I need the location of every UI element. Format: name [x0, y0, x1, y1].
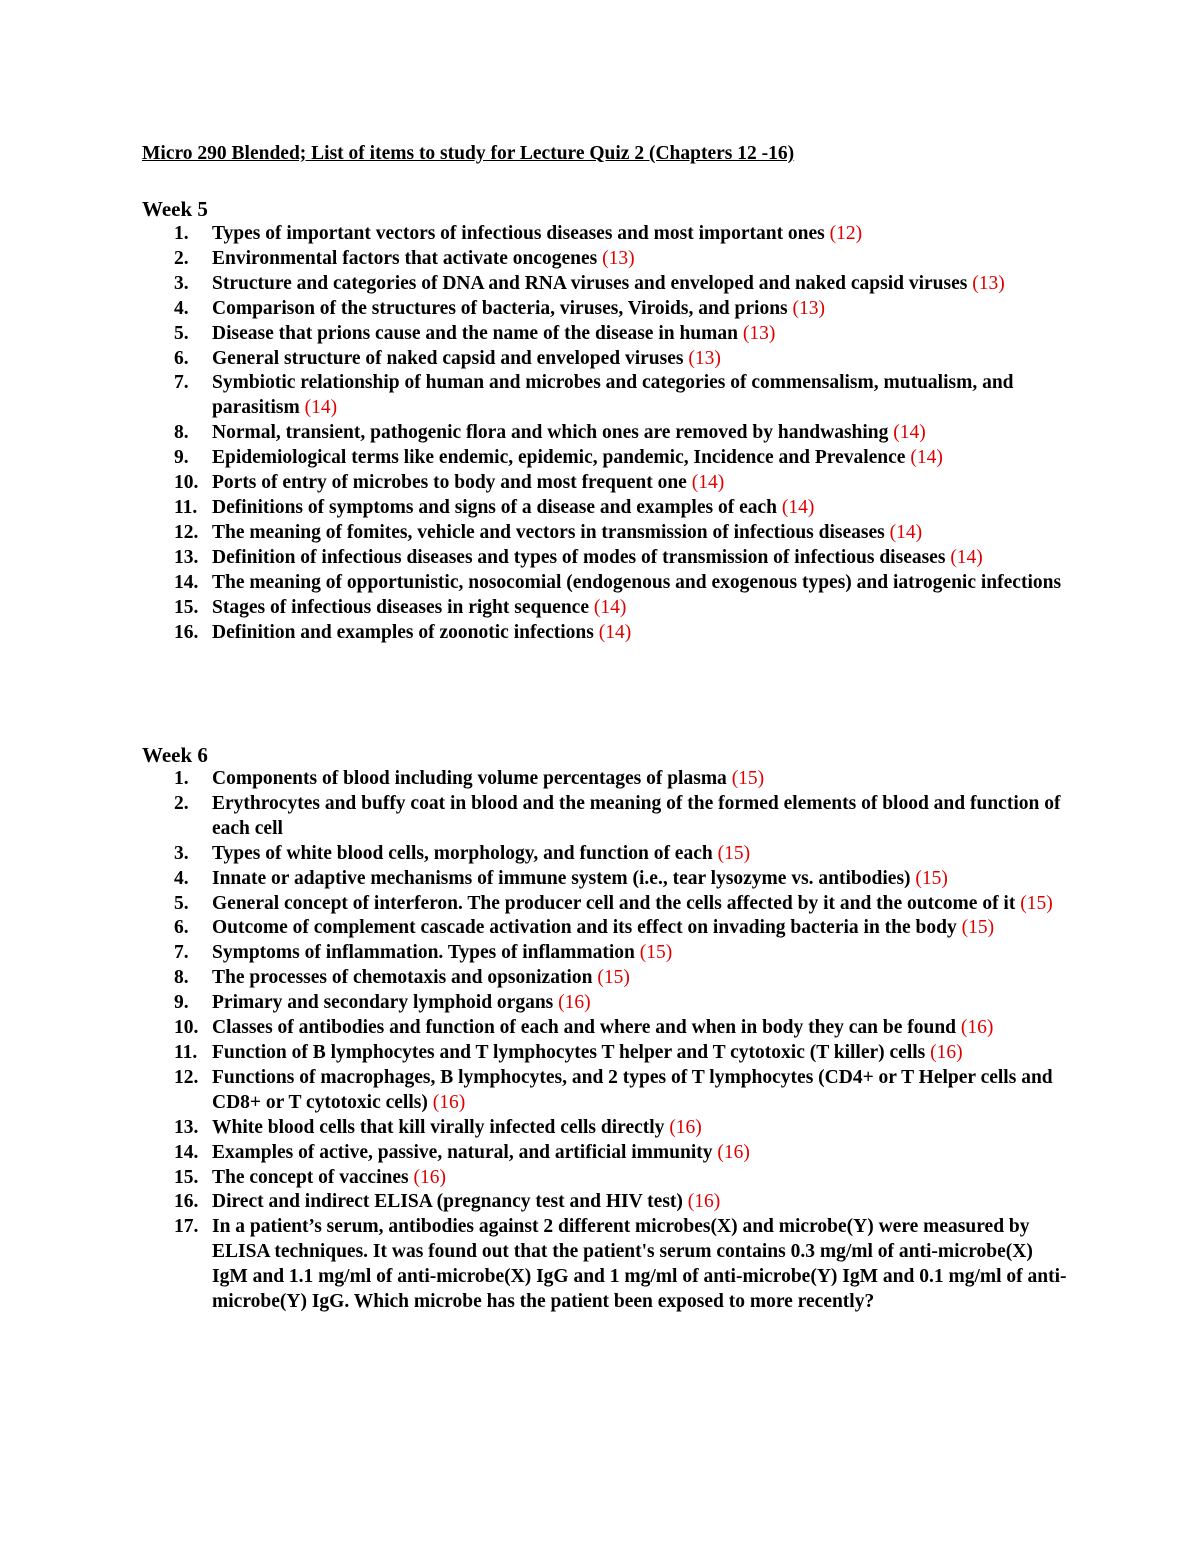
- item-text: Stages of infectious diseases in right sequence: [212, 596, 589, 618]
- item-number: 8.: [174, 967, 189, 989]
- item-text: Disease that prions cause and the name of the disease in human: [212, 322, 738, 344]
- item-number: 5.: [174, 892, 189, 914]
- item-text: Epidemiological terms like endemic, epidemic, pandemic, Incidence and Prevalence: [212, 447, 906, 469]
- list-item: [142, 966, 1072, 991]
- document-title: Micro 290 Blended; List of items to study for Lecture Quiz 2 (Chapters 12 -16): [142, 143, 795, 164]
- chapter-reference: (13): [742, 322, 776, 344]
- list-item: [142, 322, 1072, 347]
- chapter-reference: (15): [731, 768, 765, 789]
- item-text: Normal, transient, pathogenic flora and which ones are removed by handwashing: [212, 422, 889, 444]
- item-text: The processes of chemotaxis and opsonization: [212, 967, 593, 989]
- list-item: [142, 347, 1072, 372]
- chapter-reference: (14): [781, 496, 815, 518]
- list-item: [142, 496, 1072, 521]
- chapter-reference: (16): [930, 1041, 963, 1063]
- list-item: [142, 1166, 1072, 1191]
- item-number: 6.: [174, 347, 189, 369]
- item-text: White blood cells that kill virally infected cells directly: [212, 1116, 665, 1138]
- chapter-reference: (15): [915, 867, 948, 889]
- list-item: [142, 1116, 1072, 1141]
- item-number: 13.: [174, 1116, 199, 1138]
- chapter-reference: (14): [889, 521, 923, 543]
- chapter-reference: (13): [792, 297, 825, 319]
- list-item: [142, 421, 1072, 446]
- item-number: 13.: [174, 546, 199, 568]
- list-item: [142, 371, 1072, 421]
- chapter-reference: (16): [413, 1166, 446, 1188]
- item-text: Definitions of symptoms and signs of a disease and examples of each: [212, 496, 777, 518]
- item-number: 1.: [174, 223, 189, 244]
- item-text: Comparison of the structures of bacteria, viruses, Viroids, and prions: [212, 297, 788, 319]
- item-number: 7.: [174, 372, 189, 394]
- item-number: 4.: [174, 867, 189, 889]
- chapter-reference: (15): [639, 942, 673, 964]
- item-number: 4.: [174, 297, 189, 319]
- chapter-reference: (14): [910, 447, 943, 469]
- item-text: Erythrocytes and buffy coat in blood and the meaning of the formed elements of blood and function of each cell: [212, 792, 1061, 839]
- item-text: Symptoms of inflammation. Types of inflammation: [212, 942, 635, 964]
- item-number: 8.: [174, 422, 189, 444]
- chapter-reference: (16): [717, 1141, 750, 1163]
- item-text: Types of important vectors of infectious diseases and most important ones: [212, 223, 825, 244]
- chapter-reference: (16): [687, 1191, 721, 1213]
- list-item: [142, 991, 1072, 1016]
- item-text: Examples of active, passive, natural, and artificial immunity: [212, 1141, 713, 1163]
- item-text: General structure of naked capsid and enveloped viruses: [212, 347, 684, 369]
- item-text: Types of white blood cells, morphology, and function of each: [212, 842, 713, 864]
- item-number: 6.: [174, 917, 189, 939]
- item-number: 14.: [174, 1141, 199, 1163]
- item-text: Environmental factors that activate oncogenes: [212, 247, 598, 269]
- item-text: Definition of infectious diseases and types of modes of transmission of infectious diseases: [212, 546, 946, 568]
- week-6-heading: Week 6: [142, 743, 208, 767]
- item-number: 9.: [174, 992, 189, 1014]
- item-number: 14.: [174, 571, 199, 593]
- list-item: [142, 842, 1072, 867]
- list-item: [142, 941, 1072, 966]
- item-number: 11.: [174, 1041, 198, 1063]
- chapter-reference: (14): [893, 422, 926, 444]
- item-text: In a patient’s serum, antibodies against 2 different microbes(X) and microbe(Y) were measured by ELISA techniques. It was found out that the patient's serum contains 0.3 mg/ml of anti-microbe(X) IgM and 1.1 mg/ml of anti-microbe(X) IgG and 1 mg/ml of anti-microbe(Y) IgM and 0.1 mg/ml of anti-microbe(Y) IgG. Which microbe has the patient been exposed to more recently?: [212, 1216, 1067, 1313]
- item-text: Direct and indirect ELISA (pregnancy test and HIV test): [212, 1191, 683, 1213]
- item-text: The concept of vaccines: [212, 1166, 409, 1188]
- chapter-reference: (14): [598, 621, 632, 643]
- list-item: [142, 767, 1072, 792]
- list-item: [142, 222, 1072, 247]
- chapter-reference: (16): [669, 1116, 702, 1138]
- list-item: [142, 916, 1072, 941]
- list-item: [142, 272, 1072, 297]
- chapter-reference: (13): [602, 247, 635, 269]
- item-number: 3.: [174, 842, 189, 864]
- list-item: [142, 446, 1072, 471]
- list-item: [142, 521, 1072, 546]
- item-number: 10.: [174, 472, 199, 494]
- item-text: Innate or adaptive mechanisms of immune system (i.e., tear lysozyme vs. antibodies): [212, 867, 911, 889]
- item-text: Classes of antibodies and function of each and where and when in body they can be found: [212, 1017, 957, 1039]
- chapter-reference: (12): [829, 223, 863, 244]
- item-number: 17.: [174, 1216, 199, 1238]
- item-text: Components of blood including volume percentages of plasma: [212, 768, 727, 789]
- item-number: 7.: [174, 942, 189, 964]
- list-item: [142, 471, 1072, 496]
- chapter-reference: (13): [688, 347, 721, 369]
- list-item: [142, 621, 1072, 646]
- list-item: [142, 1141, 1072, 1166]
- item-number: 2.: [174, 247, 189, 269]
- item-number: 10.: [174, 1017, 199, 1039]
- item-text: Outcome of complement cascade activation and its effect on invading bacteria in the body: [212, 917, 957, 939]
- chapter-reference: (15): [1020, 892, 1053, 914]
- list-item: [142, 867, 1072, 892]
- item-text: The meaning of opportunistic, nosocomial (endogenous and exogenous types) and iatrogenic infections: [212, 571, 1062, 593]
- chapter-reference: (16): [558, 992, 591, 1014]
- item-number: 15.: [174, 1166, 199, 1188]
- item-text: Ports of entry of microbes to body and most frequent one: [212, 472, 687, 494]
- item-text: Structure and categories of DNA and RNA viruses and enveloped and naked capsid viruses: [212, 272, 968, 294]
- item-text: Symbiotic relationship of human and microbes and categories of commensalism, mutualism, and parasitism: [212, 372, 1014, 419]
- chapter-reference: (15): [597, 967, 630, 989]
- list-item: [142, 596, 1072, 621]
- list-item: [142, 1066, 1072, 1116]
- chapter-reference: (14): [304, 397, 338, 419]
- item-text: Primary and secondary lymphoid organs: [212, 992, 554, 1014]
- list-item: [142, 1190, 1072, 1215]
- list-item: [142, 297, 1072, 322]
- chapter-reference: (14): [593, 596, 627, 618]
- item-text: The meaning of fomites, vehicle and vectors in transmission of infectious diseases: [212, 521, 885, 543]
- list-item: [142, 892, 1072, 917]
- week-6-list: [142, 767, 1072, 1315]
- list-item: [142, 1041, 1072, 1066]
- item-number: 16.: [174, 621, 199, 643]
- chapter-reference: (13): [972, 272, 1005, 294]
- list-item: [142, 1215, 1072, 1315]
- chapter-reference: (14): [691, 472, 725, 494]
- item-text: Definition and examples of zoonotic infections: [212, 621, 594, 643]
- item-number: 12.: [174, 521, 199, 543]
- item-number: 1.: [174, 768, 189, 789]
- item-number: 15.: [174, 596, 199, 618]
- list-item: [142, 247, 1072, 272]
- list-item: [142, 546, 1072, 571]
- item-number: 2.: [174, 792, 189, 814]
- item-number: 9.: [174, 447, 189, 469]
- item-number: 5.: [174, 322, 189, 344]
- chapter-reference: (16): [432, 1091, 466, 1113]
- chapter-reference: (15): [717, 842, 751, 864]
- item-number: 3.: [174, 272, 189, 294]
- item-number: 16.: [174, 1191, 199, 1213]
- list-item: [142, 571, 1072, 596]
- week-5-heading: Week 5: [142, 197, 208, 221]
- item-text: Function of B lymphocytes and T lymphocytes T helper and T cytotoxic (T killer) cells: [212, 1041, 926, 1063]
- chapter-reference: (16): [960, 1017, 994, 1039]
- chapter-reference: (14): [950, 546, 983, 568]
- item-number: 12.: [174, 1066, 199, 1088]
- item-text: General concept of interferon. The producer cell and the cells affected by it and the outcome of it: [212, 892, 1016, 914]
- item-text: Functions of macrophages, B lymphocytes, and 2 types of T lymphocytes (CD4+ or T Helper cells and CD8+ or T cytotoxic cells): [212, 1066, 1053, 1113]
- chapter-reference: (15): [961, 917, 995, 939]
- week-5-list: [142, 222, 1072, 645]
- list-item: [142, 1016, 1072, 1041]
- list-item: [142, 792, 1072, 842]
- item-number: 11.: [174, 496, 198, 518]
